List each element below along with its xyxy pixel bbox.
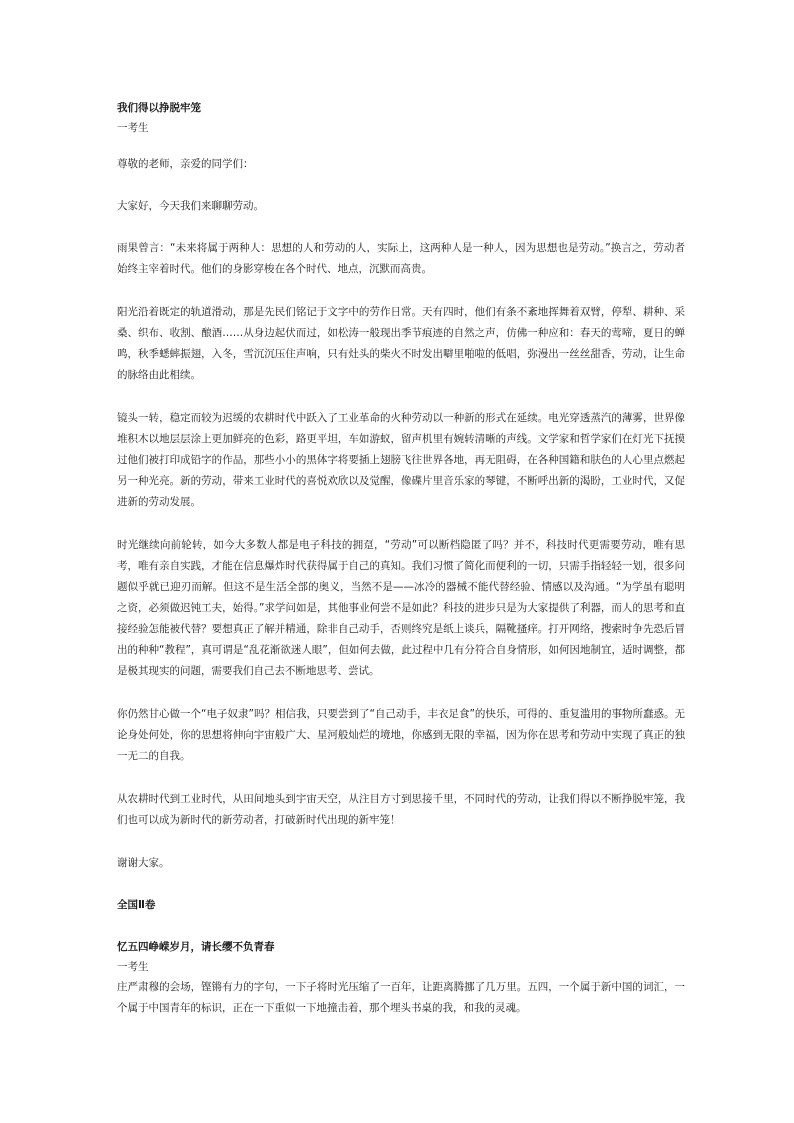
paragraph: 从农耕时代到工业时代，从田间地头到宇宙天空，从注目方寸到思接千里，不同时代的劳动，让我们得以不断挣脱牢笼，我们也可以成为新时代的新劳动者，打破新时代出现的新牢笼！ (117, 793, 685, 826)
paragraph: 雨果曾言：“未来将属于两种人：思想的人和劳动的人，实际上，这两种人是一种人，因为思想也是劳动。”换言之，劳动者始终主宰着时代。他们的身影穿梭在各个时代、地点，沉默而高贵。 (117, 242, 685, 275)
paragraph: 庄严肃穆的会场，铿锵有力的字句，一下子将时光压缩了一百年，让距离腾挪了几万里。五四，一个属于新中国的词汇，一个属于中国青年的标识，正在一下重似一下地撞击着，那个埋头书桌的我，和我的灵魂。 (117, 981, 685, 1014)
closing-line: 谢谢大家。 (117, 857, 170, 869)
paragraph: 时光继续向前轮转，如今大多数人都是电子科技的拥趸，“劳动”可以断档隐匿了吗？并不，科技时代更需要劳动，唯有思考，唯有亲自实践，才能在信息爆炸时代获得属于自己的真知。我们习惯了简化而便利的一切，只需手指轻轻一划，很多问题似乎就已迎刃而解。但这不是生活全部的奥义，当然不是——冰冷的器械不能代替经验、情感以及沟通。“为学虽有聪明之资，必须做迟钝工夫，始得。”求学问如是，其他事业何尝不是如此？科技的进步只是为大家提供了利器，而人的思考和直接经验怎能被代替？要想真正了解并精通，除非自己动手，否则终究是纸上谈兵，隔靴搔痒。打开网络，搜索时争先恐后冒出的种种“教程”，真可谓是“乱花渐欲迷人眼”，但如何去做，此过程中几有分符合自身情形，如何因地制宜，适时调整，都是极其现实的问题，需要我们自己去不断地思考、尝试。 (117, 539, 685, 677)
paragraph: 镜头一转，稳定而较为迟缓的农耕时代中跃入了工业革命的火种劳动以一种新的形式在延续。电光穿透蒸汽的薄雾，世界像堆积木以地层层涂上更加鲜亮的色彩，路更平坦，车如游蚁，留声机里有婉转清晰的声线。文学家和哲学家们在灯光下抚摸过他们被打印成铅字的作品，那些小小的黑体字将要插上翅膀飞往世界各地，再无阻碍，在各种国籍和肤色的人心里点燃起另一种光亮。新的劳动，带来工业时代的喜悦欢欣以及觉醒，像碟片里音乐家的琴键，不断呼出新的渴盼，工业时代，又促进新的劳动发展。 (117, 412, 685, 508)
opening-line: 大家好，今天我们来聊聊劳动。 (117, 200, 264, 212)
essay-title: 我们得以挣脱牢笼 (117, 102, 201, 114)
greeting: 尊敬的老师，亲爱的同学们： (117, 158, 254, 170)
document-body (117, 98, 685, 1019)
paragraph: 阳光沿着既定的轨道滑动，那是先民们铭记于文字中的劳作日常。天有四时，他们有条不紊地挥舞着双臂，停犁、耕种、采桑、织布、收割、酿酒……从身边起伏而过，如松涛一般现出季节痕迹的自然之声，仿佛一种应和：春天的莺啼，夏日的蝉鸣，秋季蟋蟀振翅，入冬，雪沉沉压住声响，只有灶头的柴火不时发出噼里啪啦的低唱，弥漫出一丝丝甜香，劳动，让生命的脉络由此相续。 (117, 306, 685, 381)
section-heading: 全国Ⅱ卷 (117, 899, 156, 911)
paragraph: 你仍然甘心做一个“电子奴隶”吗？相信我，只要尝到了“自己动手，丰衣足食”的快乐，可得的、重复滥用的事物所蠢惑。无论身处何处，你的思想将伸向宇宙般广大、星河般灿烂的境地，你感到无限的幸福，因为你在思考和劳动中实现了真正的独一无二的自我。 (117, 708, 685, 762)
essay-author: 一考生 (117, 122, 149, 134)
essay-author: 一考生 (117, 961, 149, 973)
essay-title: 忆五四峥嵘岁月，请长缨不负青春 (117, 941, 275, 953)
